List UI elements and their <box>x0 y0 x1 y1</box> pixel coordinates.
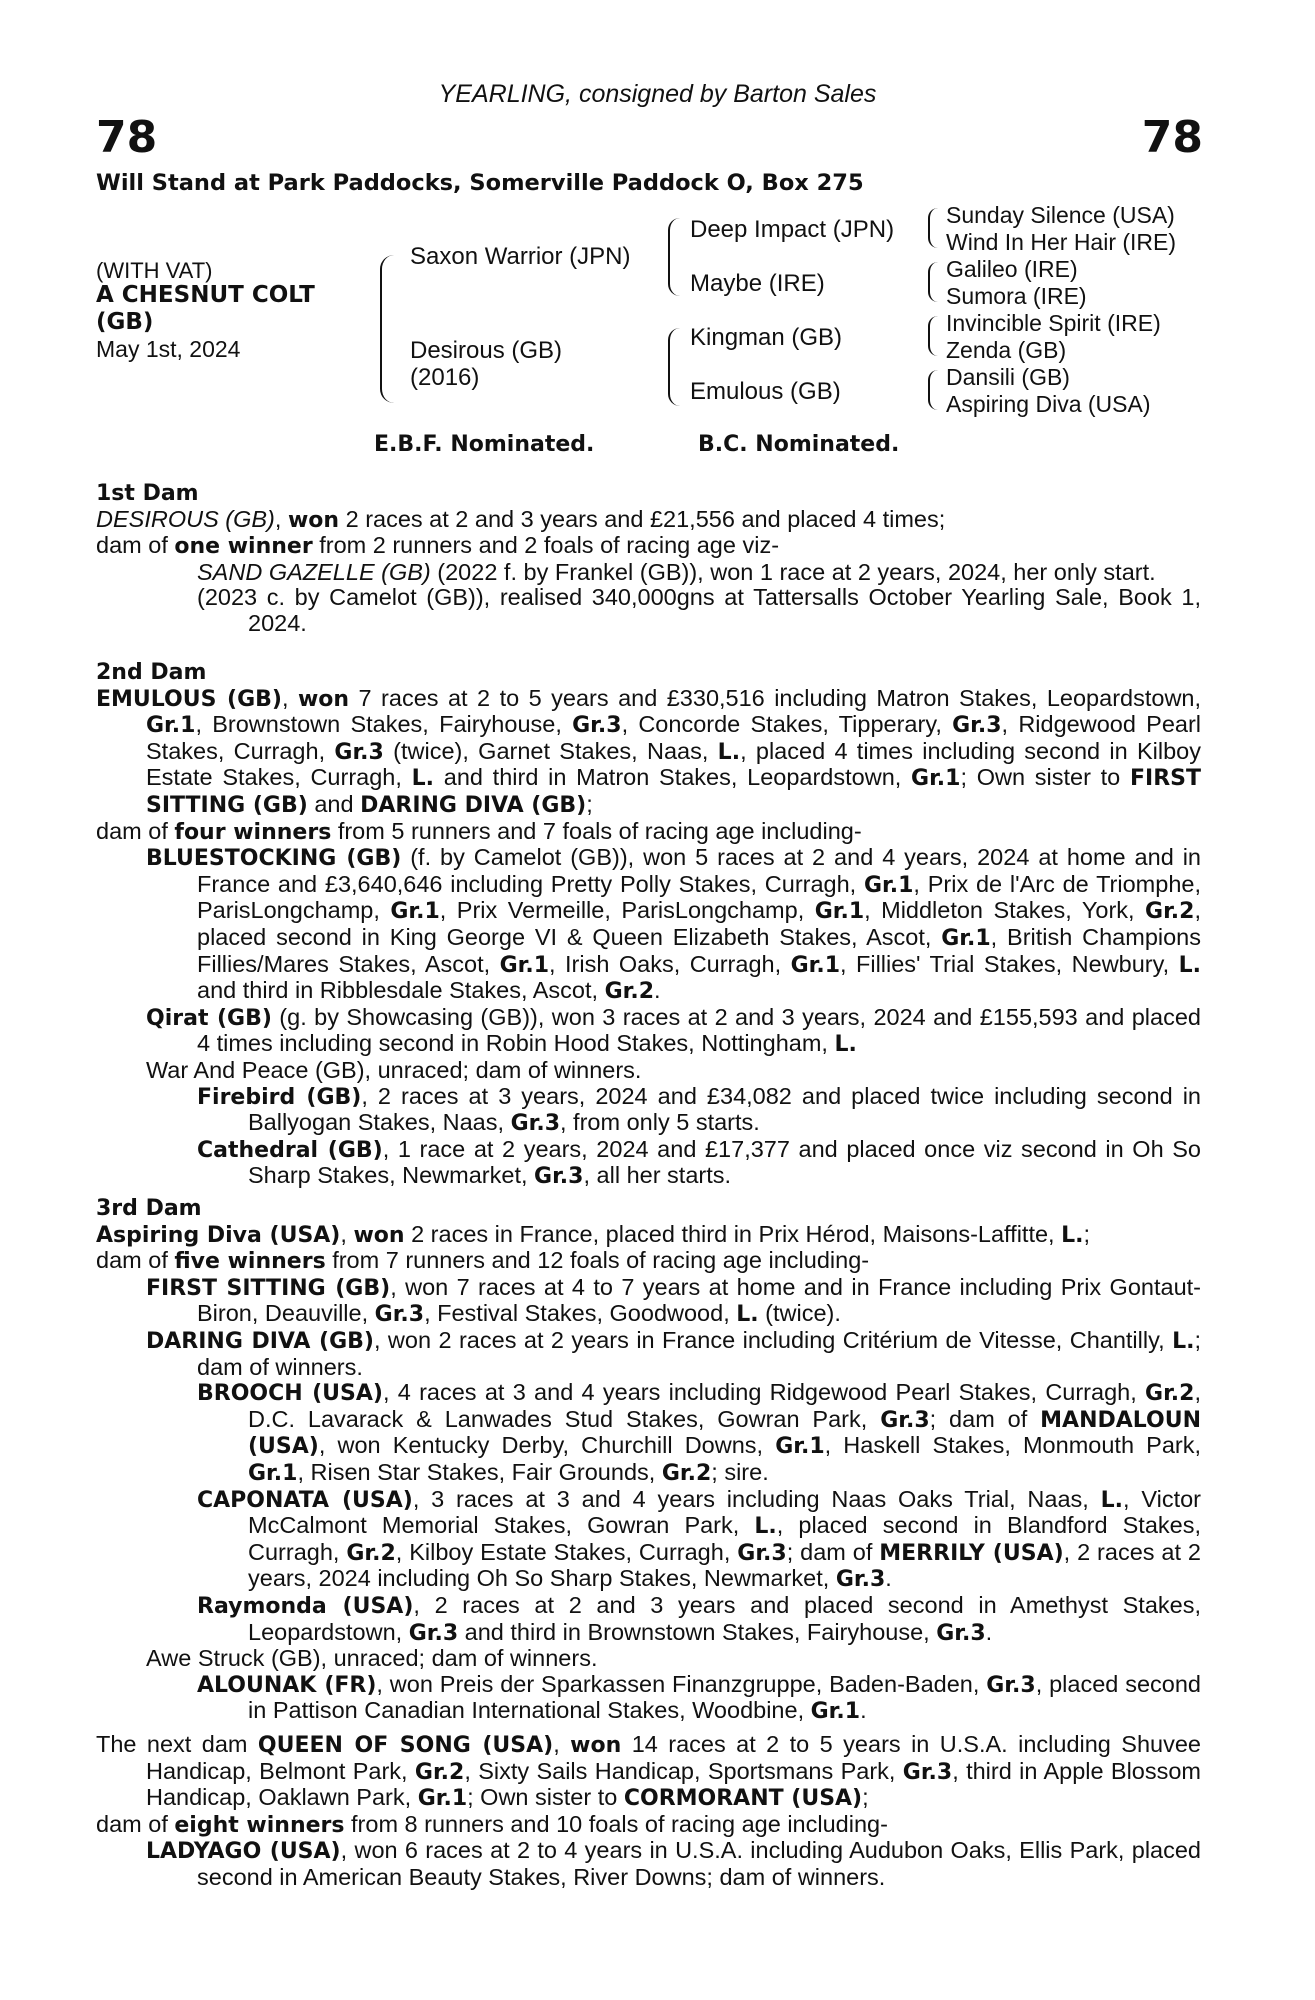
text-run: 2 races in France, placed third in Prix Hérod, Maisons-Laffitte, <box>404 1220 1062 1247</box>
produce-summary <box>96 1812 1201 1839</box>
produce-entry <box>96 1084 1201 1137</box>
ancestor-g3-8: Aspiring Diva (USA) <box>946 391 1151 417</box>
text-run: . <box>985 1618 993 1645</box>
bold-text: Gr.3 <box>572 713 622 739</box>
dam-dam: Emulous (GB) <box>690 378 841 405</box>
text-run: War And Peace (GB), unraced; dam of winners. <box>146 1056 642 1083</box>
ancestor-g3-7: Dansili (GB) <box>946 364 1070 390</box>
text-run: , placed second in Pattison Canadian International Stakes, Woodbine, <box>248 1670 1201 1724</box>
text-run: , Brownstown Stakes, Fairyhouse, <box>195 711 573 738</box>
bold-text: BROOCH (USA) <box>197 1381 383 1407</box>
text-run: 14 races at 2 to 5 years in U.S.A. including Shuvee Handicap, Belmont Park, <box>146 1731 1201 1784</box>
dam-foal-year: (2016) <box>410 364 480 391</box>
text-run: 7 races at 2 to 5 years and £330,516 including Matron Stakes, Leopardstown, <box>349 684 1202 711</box>
pedigree-brace-dam <box>668 328 680 406</box>
produce-entry <box>96 560 1201 586</box>
produce-entry <box>96 845 1201 1005</box>
text-run: . <box>860 1697 867 1724</box>
text-run: ; <box>586 790 593 817</box>
produce-summary <box>96 1248 1201 1275</box>
bold-text: LADYAGO (USA) <box>146 1839 341 1865</box>
produce-entry <box>96 585 1201 636</box>
text-run: , won Kentucky Derby, Churchill Downs, <box>318 1432 776 1459</box>
sire-name: Saxon Warrior (JPN) <box>410 243 631 270</box>
bold-text: Gr.1 <box>146 713 196 739</box>
dam-entry <box>96 686 1201 819</box>
vat-note: (WITH VAT) <box>96 258 213 283</box>
bold-text: Gr.3 <box>952 713 1002 739</box>
text-run: , Haskell Stakes, Monmouth Park, <box>824 1432 1201 1459</box>
produce-entry <box>96 1058 1201 1084</box>
bold-text: Gr.3 <box>936 1620 986 1646</box>
bold-text: Gr.1 <box>390 899 440 925</box>
bold-text: Gr.2 <box>1145 899 1195 925</box>
bold-text: Gr.2 <box>1145 1381 1195 1407</box>
bold-text: DARING DIVA (GB) <box>146 1328 374 1354</box>
next-dam-section <box>96 1732 1201 1891</box>
lot-number-left: 78 <box>96 112 158 163</box>
text-run: ; <box>862 1784 869 1811</box>
produce-entry <box>96 1380 1201 1486</box>
text-run: (twice), Garnet Stakes, Naas, <box>383 737 718 764</box>
produce-entry <box>96 1838 1201 1890</box>
bold-text: FIRST SITTING (GB) <box>146 766 1202 818</box>
produce-entry <box>96 1593 1201 1646</box>
bold-text: QUEEN OF SONG (USA) <box>257 1733 554 1758</box>
bold-text: Gr.3 <box>534 1164 584 1190</box>
foaling-date: May 1st, 2024 <box>96 336 241 362</box>
bold-text: L. <box>717 739 741 765</box>
text-run: and third in Ribblesdale Stakes, Ascot, <box>197 977 605 1004</box>
dam-entry <box>96 1732 1201 1812</box>
dam-entry <box>96 507 1201 534</box>
text-run: , D.C. Lavarack & Lanwades Stud Stakes, Gowran Park, <box>248 1379 1201 1432</box>
lot-number-right: 78 <box>1141 112 1203 163</box>
second-dam-heading: 2nd Dam <box>96 660 207 685</box>
produce-entry <box>96 1672 1201 1725</box>
text-run: , Kilboy Estate Stakes, Curragh, <box>395 1538 738 1565</box>
text-run: , won 6 races at 2 to 4 years in U.S.A. including Audubon Oaks, Ellis Park, placed second in American Beauty Stakes, River Downs; dam of winners. <box>197 1837 1201 1890</box>
bold-text: Raymonda (USA) <box>197 1593 414 1619</box>
bold-text: Gr.2 <box>604 979 655 1005</box>
bold-text: four winners <box>174 819 332 845</box>
text-run: , all her starts. <box>583 1162 732 1189</box>
ebf-nominated: E.B.F. Nominated. <box>374 432 595 457</box>
bold-text: won <box>570 1733 622 1758</box>
produce-entry <box>96 1328 1201 1380</box>
bold-text: Gr.3 <box>374 1302 425 1328</box>
text-run: The next dam <box>96 1731 258 1757</box>
text-run: ; dam of <box>786 1538 880 1565</box>
produce-summary <box>96 819 1201 846</box>
pedigree-brace-g3-3 <box>928 316 938 356</box>
bold-text: Gr.1 <box>790 952 841 978</box>
text-run: , Prix Vermeille, ParisLongchamp, <box>439 897 815 924</box>
bold-text: Gr.1 <box>417 1786 468 1812</box>
text-run: ; Own sister to <box>960 764 1130 791</box>
text-run: , placed 4 times including second in Kilboy Estate Stakes, Curragh, <box>146 737 1201 791</box>
bold-text: CORMORANT (USA) <box>623 1786 863 1812</box>
text-run: , Irish Oaks, Curragh, <box>549 950 791 977</box>
bold-text: L. <box>754 1514 777 1540</box>
bold-text: Gr.1 <box>248 1460 298 1486</box>
text-run: from 5 runners and 7 foals of racing age including- <box>331 817 862 844</box>
bold-text: five winners <box>174 1249 326 1275</box>
bold-text: EMULOUS (GB) <box>96 686 282 712</box>
text-run: . <box>654 977 661 1004</box>
bold-text: L. <box>411 766 435 792</box>
text-run: , Concorde Stakes, Tipperary, <box>621 711 953 738</box>
bold-text: Gr.1 <box>775 1434 825 1460</box>
bold-text: Gr.2 <box>346 1540 396 1566</box>
produce-entry <box>96 1005 1201 1058</box>
italic-text: DESIROUS (GB) <box>96 505 275 532</box>
text-run: (2023 c. by Camelot (GB)), realised 340,000gns at Tattersalls October Yearling Sale, Book 1, 2024. <box>197 584 1201 636</box>
bold-text: Gr.1 <box>863 872 914 898</box>
bold-text: Gr.2 <box>414 1759 465 1785</box>
text-run: , <box>281 684 298 711</box>
text-run: , Prix de l'Arc de Triomphe, ParisLongchamp, <box>197 870 1201 924</box>
text-run: , Victor McCalmont Memorial Stakes, Gowran Park, <box>248 1485 1201 1539</box>
bold-text: L. <box>1172 1328 1195 1354</box>
bold-text: won <box>297 686 350 712</box>
bold-text: L. <box>1100 1487 1124 1513</box>
text-run: (2022 f. by Frankel (GB)), won 1 race at 2 years, 2024, her only start. <box>430 558 1156 585</box>
italic-text: SAND GAZELLE (GB) <box>197 558 431 585</box>
text-run: , 2 races at 2 years, 2024 including Oh So Sharp Stakes, Newmarket, <box>248 1538 1201 1592</box>
horse-name: A CHESNUT COLT <box>96 282 315 308</box>
bold-text: one winner <box>174 534 313 560</box>
text-run: , third in Apple Blossom Handicap, Oaklawn Park, <box>146 1757 1202 1811</box>
text-run: , 3 races at 3 and 4 years including Naas Oaks Trial, Naas, <box>412 1485 1101 1512</box>
text-run: dam of <box>96 1810 175 1837</box>
bold-text: ALOUNAK (FR) <box>197 1672 377 1698</box>
bold-text: Cathedral (GB) <box>197 1137 383 1163</box>
bold-text: Aspiring Diva (USA) <box>96 1222 341 1248</box>
text-run: , 2 races at 3 years, 2024 and £34,082 and placed twice including second in Ballyogan Stakes, Naas, <box>248 1082 1201 1136</box>
ancestor-g3-6: Zenda (GB) <box>946 337 1067 363</box>
text-run: dam of <box>96 1247 175 1274</box>
text-run: (g. by Showcasing (GB)), won 3 races at 2 and 3 years, 2024 and £155,593 and placed 4 times including second in Robin Hood Stakes, Nottingham, <box>197 1003 1201 1057</box>
produce-entry <box>96 1275 1201 1328</box>
dam-name: Desirous (GB) <box>410 337 563 364</box>
text-run: , Fillies' Trial Stakes, Newbury, <box>840 950 1179 977</box>
bold-text: Gr.3 <box>986 1672 1036 1698</box>
text-run: , Middleton Stakes, York, <box>864 897 1146 924</box>
bold-text: L. <box>736 1302 759 1328</box>
text-run: ; dam of <box>929 1405 1041 1432</box>
text-run: 2 races at 2 and 3 years and £21,556 and placed 4 times; <box>339 505 946 532</box>
text-run: , Sixty Sails Handicap, Sportsmans Park, <box>464 1757 903 1784</box>
pedigree-brace-g3-4 <box>928 370 938 410</box>
text-run: and <box>307 790 361 817</box>
text-run: dam of <box>96 532 175 559</box>
text-run: , 2 races at 2 and 3 years and placed second in Amethyst Stakes, Leopardstown, <box>248 1591 1202 1645</box>
bold-text: Gr.3 <box>510 1111 560 1137</box>
ancestor-g3-5: Invincible Spirit (IRE) <box>946 310 1161 336</box>
sire-dam: Maybe (IRE) <box>690 270 825 297</box>
text-run: . <box>885 1565 892 1592</box>
text-run: , Festival Stakes, Goodwood, <box>424 1300 737 1327</box>
bold-text: Gr.1 <box>499 952 550 978</box>
text-run: , placed second in Blandford Stakes, Curragh, <box>248 1512 1201 1565</box>
text-run: from 8 runners and 10 foals of racing age including- <box>344 1810 888 1837</box>
bold-text: Gr.3 <box>334 739 384 765</box>
bold-text: FIRST SITTING (GB) <box>146 1275 391 1301</box>
pedigree-brace-g3-2 <box>928 262 938 302</box>
first-dam-section <box>96 481 1201 637</box>
ancestor-g3-3: Galileo (IRE) <box>946 256 1078 282</box>
text-run: , Ridgewood Pearl Stakes, Curragh, <box>146 711 1202 764</box>
bold-text: L. <box>834 1032 857 1058</box>
text-run: , 4 races at 3 and 4 years including Ridgewood Pearl Stakes, Curragh, <box>382 1379 1146 1406</box>
bc-nominated: B.C. Nominated. <box>698 432 900 457</box>
bold-text: CAPONATA (USA) <box>197 1487 413 1513</box>
text-run: and third in Matron Stakes, Leopardstown, <box>434 764 912 791</box>
pedigree-brace-sire <box>668 218 680 296</box>
first-dam-heading: 1st Dam <box>96 481 199 506</box>
text-run: , <box>340 1220 354 1247</box>
text-run: , from only 5 starts. <box>560 1109 760 1136</box>
catalogue-subtitle: YEARLING, consigned by Barton Sales <box>438 80 877 108</box>
horse-origin: (GB) <box>96 309 154 335</box>
stabling-location: Will Stand at Park Paddocks, Somerville Paddock O, Box 275 <box>96 170 864 196</box>
bold-text: Gr.1 <box>814 899 865 925</box>
text-run: , won 2 races at 2 years in France including Critérium de Vitesse, Chantilly, <box>373 1326 1173 1353</box>
bold-text: eight winners <box>174 1812 345 1838</box>
produce-entry <box>96 1646 1201 1672</box>
bold-text: Gr.3 <box>737 1540 787 1566</box>
bold-text: won <box>287 507 340 533</box>
bold-text: BLUESTOCKING (GB) <box>146 846 402 872</box>
text-run: , <box>274 505 288 532</box>
text-run: from 7 runners and 12 foals of racing age including- <box>325 1247 870 1274</box>
sire-sire: Deep Impact (JPN) <box>690 216 895 243</box>
bold-text: MERRILY (USA) <box>879 1540 1064 1566</box>
text-run: ; <box>1083 1220 1091 1247</box>
ancestor-g3-4: Sumora (IRE) <box>946 283 1087 309</box>
third-dam-heading: 3rd Dam <box>96 1196 202 1221</box>
text-run: from 2 runners and 2 foals of racing age viz- <box>312 532 780 559</box>
text-run: (f. by Camelot (GB)), won 5 races at 2 and 4 years, 2024 at home and in France and £3,640,646 including Pretty Polly Stakes, Curragh, <box>197 844 1201 897</box>
bold-text: Gr.2 <box>661 1460 712 1486</box>
text-run: ; sire. <box>711 1458 769 1485</box>
second-dam-section <box>96 660 1201 1190</box>
third-dam-section <box>96 1196 1201 1725</box>
text-run: , won 7 races at 4 to 7 years at home and in France including Prix Gontaut-Biron, Deauville, <box>197 1273 1202 1327</box>
pedigree-brace-g3-1 <box>928 208 938 248</box>
pedigree-brace-main <box>380 255 394 403</box>
bold-text: MANDALOUN (USA) <box>248 1407 1201 1460</box>
bold-text: Gr.1 <box>810 1699 861 1725</box>
text-run: ; dam of winners. <box>197 1326 1201 1380</box>
text-run: ; Own sister to <box>467 1784 624 1811</box>
bold-text: Qirat (GB) <box>146 1005 272 1031</box>
bold-text: L. <box>1061 1222 1084 1248</box>
text-run: , <box>553 1731 571 1757</box>
bold-text: won <box>353 1222 405 1248</box>
bold-text: Gr.1 <box>911 766 961 792</box>
text-run: (twice). <box>758 1300 841 1327</box>
bold-text: Gr.3 <box>902 1759 953 1785</box>
bold-text: Gr.1 <box>941 925 991 951</box>
bold-text: Firebird (GB) <box>197 1084 362 1110</box>
text-run: , placed second in King George VI & Queen Elizabeth Stakes, Ascot, <box>197 897 1201 950</box>
bold-text: Gr.3 <box>880 1407 930 1433</box>
produce-summary <box>96 533 1201 560</box>
text-run: , won Preis der Sparkassen Finanzgruppe, Baden-Baden, <box>376 1670 987 1697</box>
dam-sire: Kingman (GB) <box>690 324 843 351</box>
bold-text: Gr.3 <box>835 1567 886 1593</box>
text-run: , British Champions Fillies/Mares Stakes, Ascot, <box>197 923 1201 977</box>
produce-entry <box>96 1487 1201 1593</box>
bold-text: Gr.3 <box>408 1620 459 1646</box>
produce-entry <box>96 1137 1201 1190</box>
text-run: , Risen Star Stakes, Fair Grounds, <box>297 1458 662 1485</box>
dam-entry <box>96 1222 1201 1249</box>
bold-text: DARING DIVA (GB) <box>360 792 587 818</box>
bold-text: L. <box>1178 952 1201 978</box>
text-run: , 1 race at 2 years, 2024 and £17,377 and placed once viz second in Oh So Sharp Stakes, Newmarket, <box>248 1135 1201 1189</box>
ancestor-g3-2: Wind In Her Hair (IRE) <box>946 229 1177 255</box>
text-run: dam of <box>96 817 175 844</box>
text-run: and third in Brownstown Stakes, Fairyhouse, <box>458 1618 937 1645</box>
ancestor-g3-1: Sunday Silence (USA) <box>946 202 1175 228</box>
text-run: Awe Struck (GB), unraced; dam of winners. <box>146 1645 598 1672</box>
